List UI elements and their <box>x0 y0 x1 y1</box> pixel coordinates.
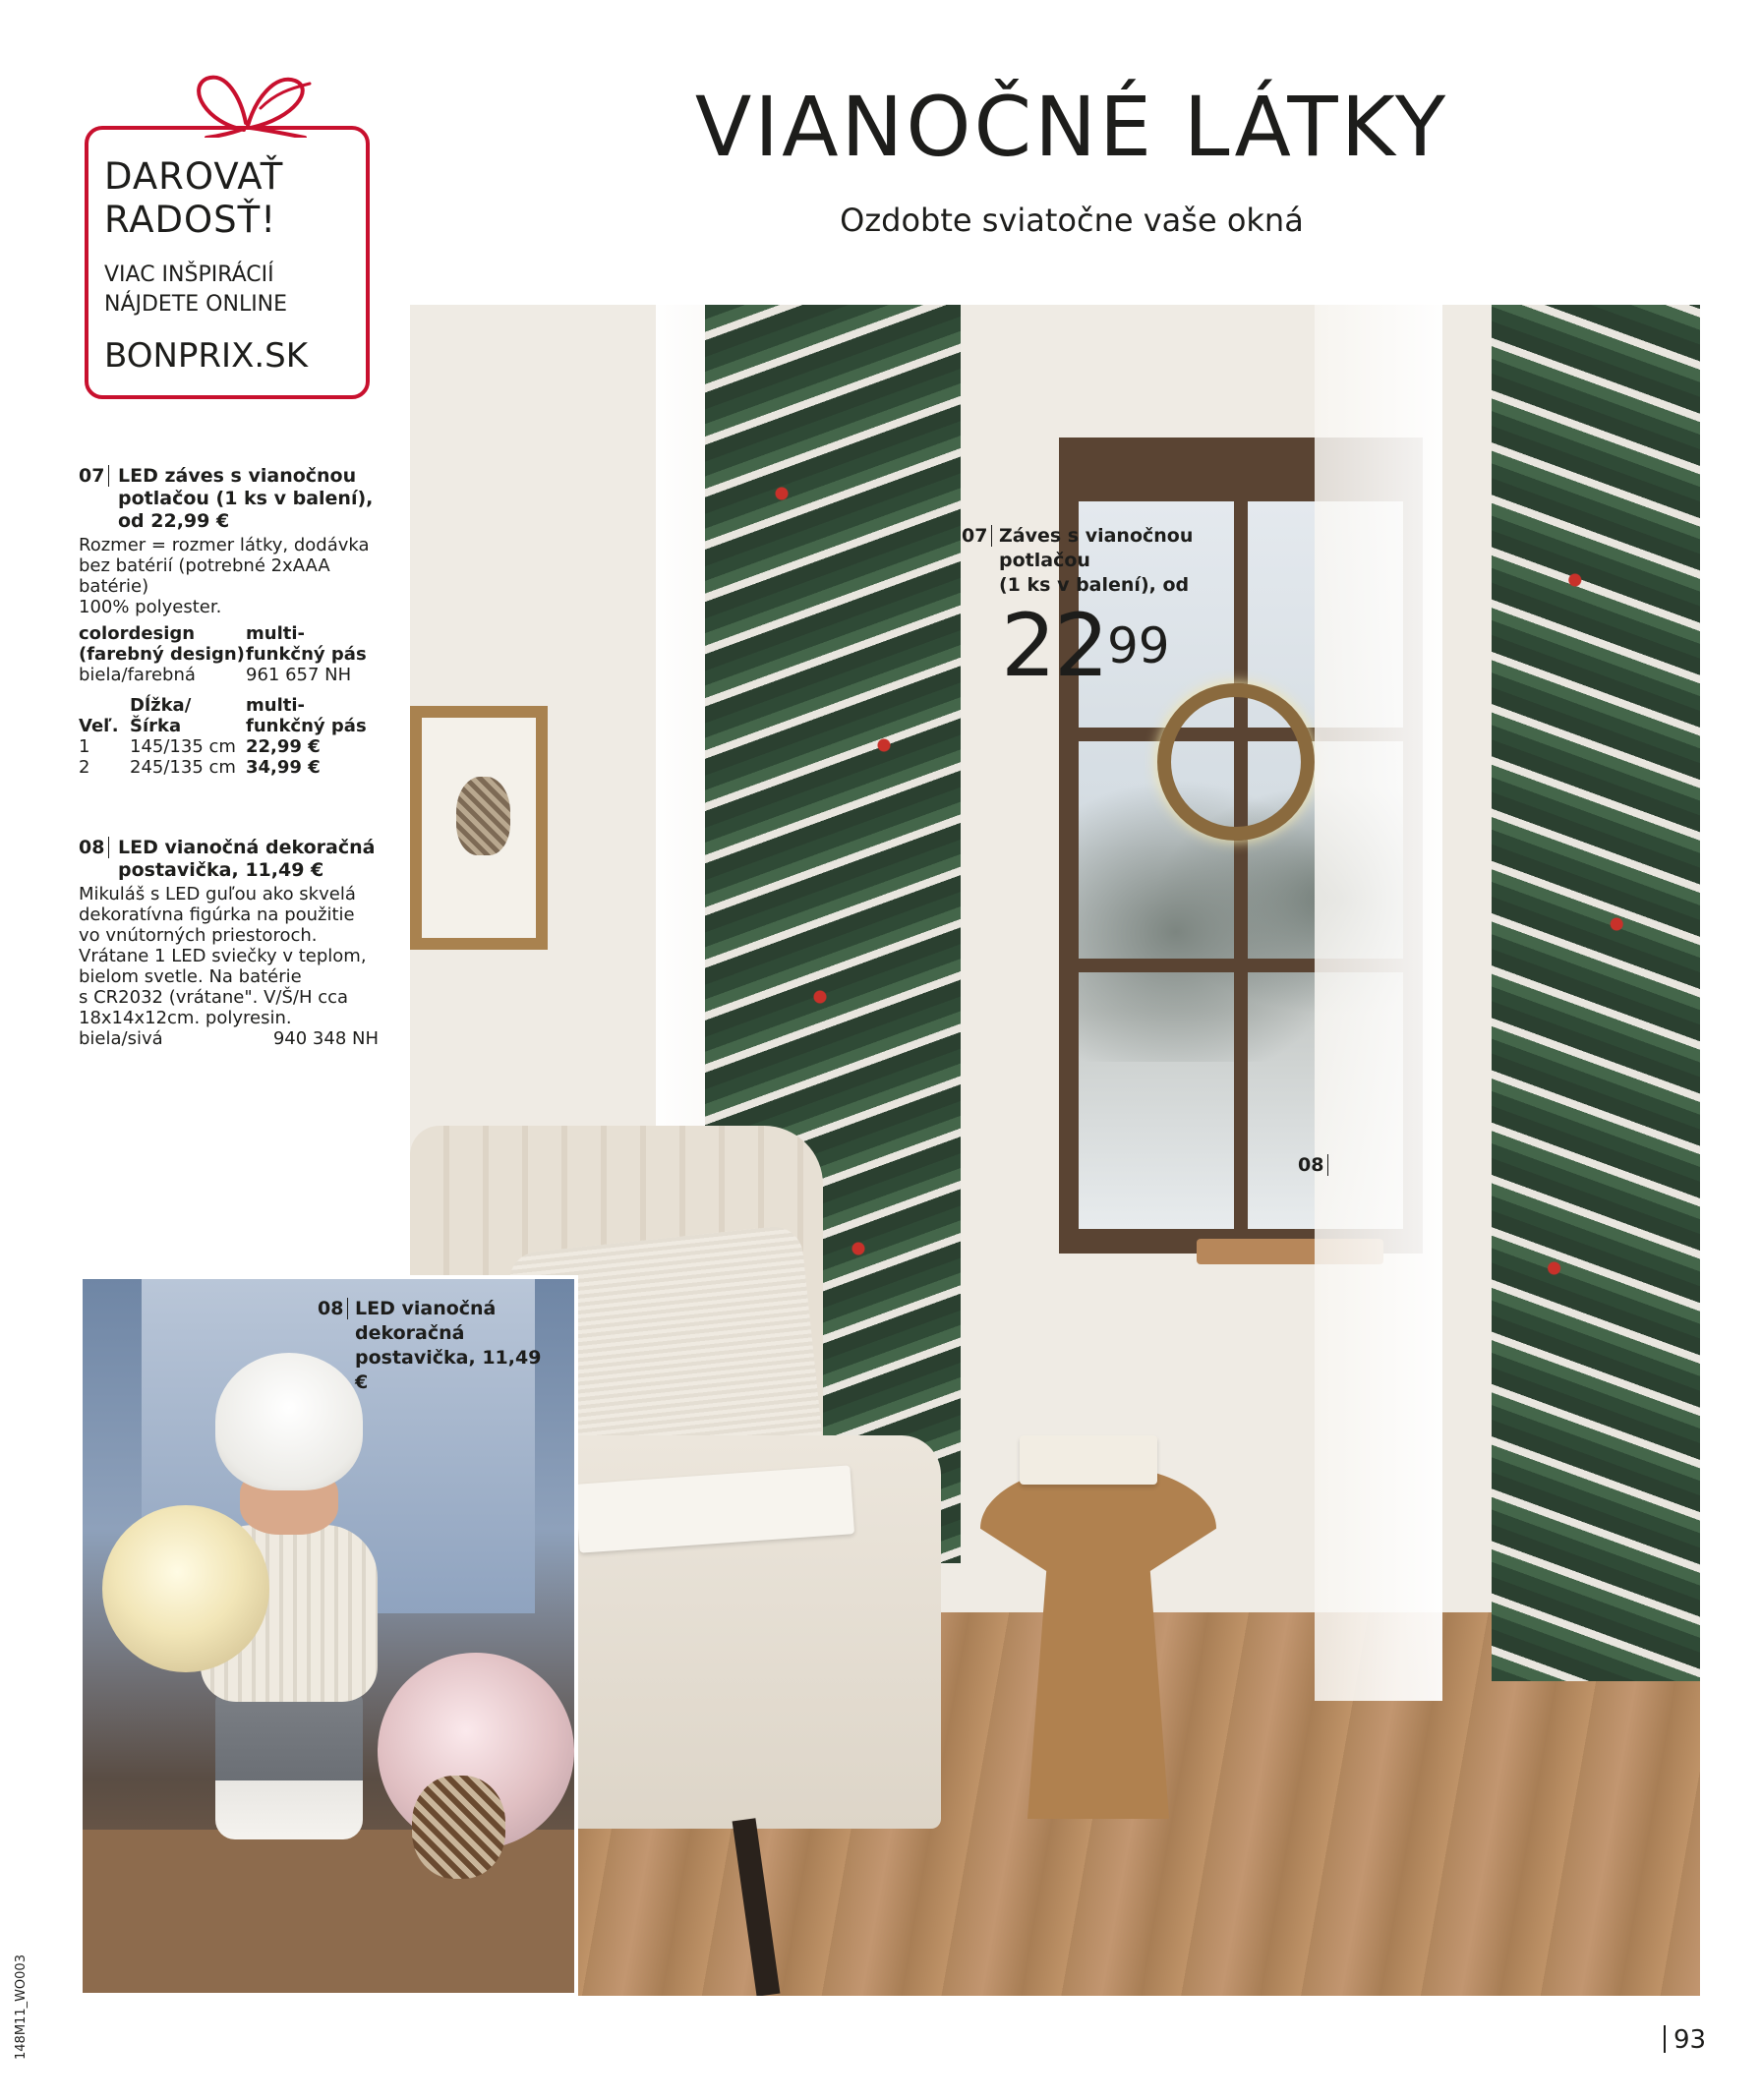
table-row <box>79 757 379 778</box>
led-ball <box>102 1505 269 1672</box>
size-dim: 245/135 cm <box>130 757 236 778</box>
description-line: vo vnútorných priestoroch. <box>79 925 318 946</box>
col-header: colordesign <box>79 623 196 644</box>
product-price-line: od 22,99 € <box>118 510 230 532</box>
christmas-curtain-right <box>1492 305 1700 1681</box>
page-number: 93 <box>1664 2025 1706 2055</box>
size-table <box>79 695 379 778</box>
callout-line: dekoračná <box>355 1322 465 1344</box>
catalog-code: 148M11_WO003 <box>14 1954 29 2060</box>
product-number: 07 <box>79 465 109 487</box>
article-code: 961 657 NH <box>246 665 352 685</box>
description-line: bez batérií (potrebné 2xAAA <box>79 555 330 576</box>
sheer-curtain-right <box>1315 305 1442 1701</box>
badge-headline-2: RADOSŤ! <box>104 199 277 241</box>
description-line: s CR2032 (vrátane". V/Š/H cca <box>79 987 349 1008</box>
col-header: Dĺžka/ <box>130 695 192 716</box>
price-main: 22 <box>1001 595 1107 696</box>
badge-text-1: VIAC INŠPIRÁCIÍ <box>104 262 274 287</box>
callout-line: postavička, 11,49 € <box>355 1347 542 1393</box>
product-08-heading <box>79 837 379 882</box>
col-header: funkčný pás <box>246 716 367 736</box>
callout-line: Záves s vianočnou <box>999 525 1194 547</box>
page-title: VIANOČNÉ LÁTKY <box>694 79 1449 175</box>
product-name-line: potlačou (1 ks v balení), <box>118 488 374 509</box>
callout-number: 08 <box>1298 1154 1328 1176</box>
inset-callout-08[interactable] <box>318 1297 554 1395</box>
product-description <box>79 884 379 1028</box>
callout-08[interactable] <box>1298 1153 1334 1178</box>
col-header: Veľ. <box>79 716 119 736</box>
badge-headline-1: DAROVAŤ <box>104 155 284 198</box>
description-line: dekoratívna figúrka na použitie <box>79 904 355 925</box>
product-07-heading <box>79 465 379 533</box>
size-no: 2 <box>79 757 90 778</box>
size-no: 1 <box>79 736 90 757</box>
col-header: Šírka <box>130 716 182 736</box>
description-line: Rozmer = rozmer látky, dodávka <box>79 535 370 555</box>
article-code: 940 348 NH <box>272 1028 379 1049</box>
color-value: biela/farebná <box>79 665 196 685</box>
product-price-line: postavička, 11,49 € <box>118 859 324 881</box>
size-dim: 145/135 cm <box>130 736 236 757</box>
stacked-books <box>1020 1435 1157 1485</box>
col-header: multi- <box>246 695 305 716</box>
pinecone <box>412 1776 505 1879</box>
led-wreath <box>1157 683 1315 841</box>
color-value: biela/sivá <box>79 1028 163 1049</box>
description-line: 100% polyester. <box>79 597 222 617</box>
callout-line: (1 ks v balení), od <box>999 574 1190 596</box>
badge-website[interactable]: BONPRIX.SK <box>104 336 309 376</box>
badge-text-2: NÁJDETE ONLINE <box>104 292 288 317</box>
size-price: 34,99 € <box>246 757 321 778</box>
gift-badge <box>79 69 374 403</box>
framed-pinecone-picture <box>410 706 548 950</box>
table-row <box>79 736 379 757</box>
color-row <box>79 1028 379 1049</box>
size-price: 22,99 € <box>246 736 321 757</box>
callout-07[interactable] <box>962 524 1198 598</box>
product-name-line: LED vianočná dekoračná <box>118 837 376 858</box>
callout-line: LED vianočná <box>355 1298 497 1319</box>
price-tag-07 <box>1001 595 1170 696</box>
product-name-line: LED záves s vianočnou <box>118 465 357 487</box>
callout-number: 08 <box>318 1298 348 1319</box>
product-08-info <box>79 837 379 1049</box>
col-header: multi- <box>246 623 305 644</box>
product-number: 08 <box>79 837 109 858</box>
product-description <box>79 535 379 617</box>
description-line: 18x14x12cm. polyresin. <box>79 1008 292 1028</box>
description-line: bielom svetle. Na batérie <box>79 966 302 987</box>
callout-line: potlačou <box>999 550 1090 571</box>
description-line: Vrátane 1 LED sviečky v teplom, <box>79 946 367 966</box>
col-header: (farebný design) <box>79 644 245 665</box>
price-cents: 99 <box>1106 617 1170 674</box>
product-07-info <box>79 465 379 778</box>
callout-number: 07 <box>962 525 992 547</box>
color-table <box>79 623 379 685</box>
page-subtitle: Ozdobte sviatočne vaše okná <box>840 202 1304 239</box>
description-line: Mikuláš s LED guľou ako skvelá <box>79 884 356 904</box>
col-header: funkčný pás <box>246 644 367 665</box>
description-line: batérie) <box>79 576 149 597</box>
